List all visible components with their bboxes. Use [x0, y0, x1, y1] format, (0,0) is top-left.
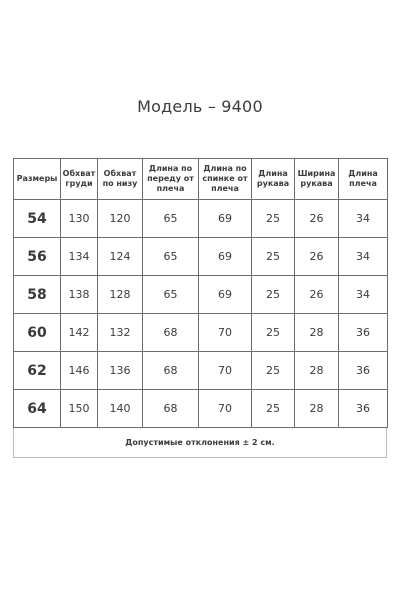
size-cell: 60 — [14, 314, 61, 352]
table-cell: 140 — [98, 390, 143, 428]
table-row — [14, 276, 388, 314]
table-row — [14, 390, 388, 428]
table-cell: 70 — [199, 390, 252, 428]
table-cell: 36 — [339, 352, 388, 390]
table-cell: 28 — [295, 390, 339, 428]
size-cell: 56 — [14, 238, 61, 276]
size-cell: 62 — [14, 352, 61, 390]
table-cell: 25 — [252, 314, 295, 352]
table-cell: 34 — [339, 238, 388, 276]
header-cell-shoulder-length: Длина плеча — [339, 159, 388, 200]
header-row — [14, 159, 388, 200]
table-cell: 69 — [199, 200, 252, 238]
table-cell: 68 — [143, 314, 199, 352]
table-cell: 124 — [98, 238, 143, 276]
table-cell: 25 — [252, 390, 295, 428]
header-cell-sleeve-length: Длина рукава — [252, 159, 295, 200]
table-cell: 65 — [143, 200, 199, 238]
table-row — [14, 314, 388, 352]
table-cell: 70 — [199, 314, 252, 352]
table-cell: 26 — [295, 200, 339, 238]
table-cell: 28 — [295, 314, 339, 352]
header-cell-chest: Обхват груди — [61, 159, 98, 200]
size-chart — [13, 158, 387, 458]
table-cell: 25 — [252, 276, 295, 314]
size-cell: 58 — [14, 276, 61, 314]
table-cell: 150 — [61, 390, 98, 428]
table-cell: 26 — [295, 276, 339, 314]
table-cell: 68 — [143, 390, 199, 428]
table-cell: 25 — [252, 238, 295, 276]
tolerance-note: Допустимые отклонения ± 2 см. — [13, 428, 387, 458]
table-row — [14, 238, 388, 276]
table-cell: 65 — [143, 276, 199, 314]
table-cell: 36 — [339, 390, 388, 428]
table-cell: 70 — [199, 352, 252, 390]
size-cell: 64 — [14, 390, 61, 428]
table-cell: 134 — [61, 238, 98, 276]
table-cell: 138 — [61, 276, 98, 314]
header-cell-sleeve-width: Ширина рукава — [295, 159, 339, 200]
table-row — [14, 200, 388, 238]
table-cell: 128 — [98, 276, 143, 314]
header-cell-hem: Обхват по низу — [98, 159, 143, 200]
table-cell: 36 — [339, 314, 388, 352]
table-cell: 146 — [61, 352, 98, 390]
table-cell: 34 — [339, 276, 388, 314]
table-cell: 25 — [252, 352, 295, 390]
table-row — [14, 352, 388, 390]
table-cell: 65 — [143, 238, 199, 276]
table-cell: 69 — [199, 276, 252, 314]
table-cell: 28 — [295, 352, 339, 390]
page-title: Модель – 9400 — [137, 97, 263, 116]
table-cell: 69 — [199, 238, 252, 276]
table-cell: 68 — [143, 352, 199, 390]
header-cell-front-length: Длина по переду от плеча — [143, 159, 199, 200]
size-cell: 54 — [14, 200, 61, 238]
size-table — [13, 158, 388, 428]
table-cell: 120 — [98, 200, 143, 238]
table-cell: 130 — [61, 200, 98, 238]
table-cell: 26 — [295, 238, 339, 276]
table-cell: 34 — [339, 200, 388, 238]
header-cell-size: Размеры — [14, 159, 61, 200]
table-cell: 136 — [98, 352, 143, 390]
table-cell: 25 — [252, 200, 295, 238]
header-cell-back-length: Длина по спинке от плеча — [199, 159, 252, 200]
table-cell: 142 — [61, 314, 98, 352]
table-cell: 132 — [98, 314, 143, 352]
